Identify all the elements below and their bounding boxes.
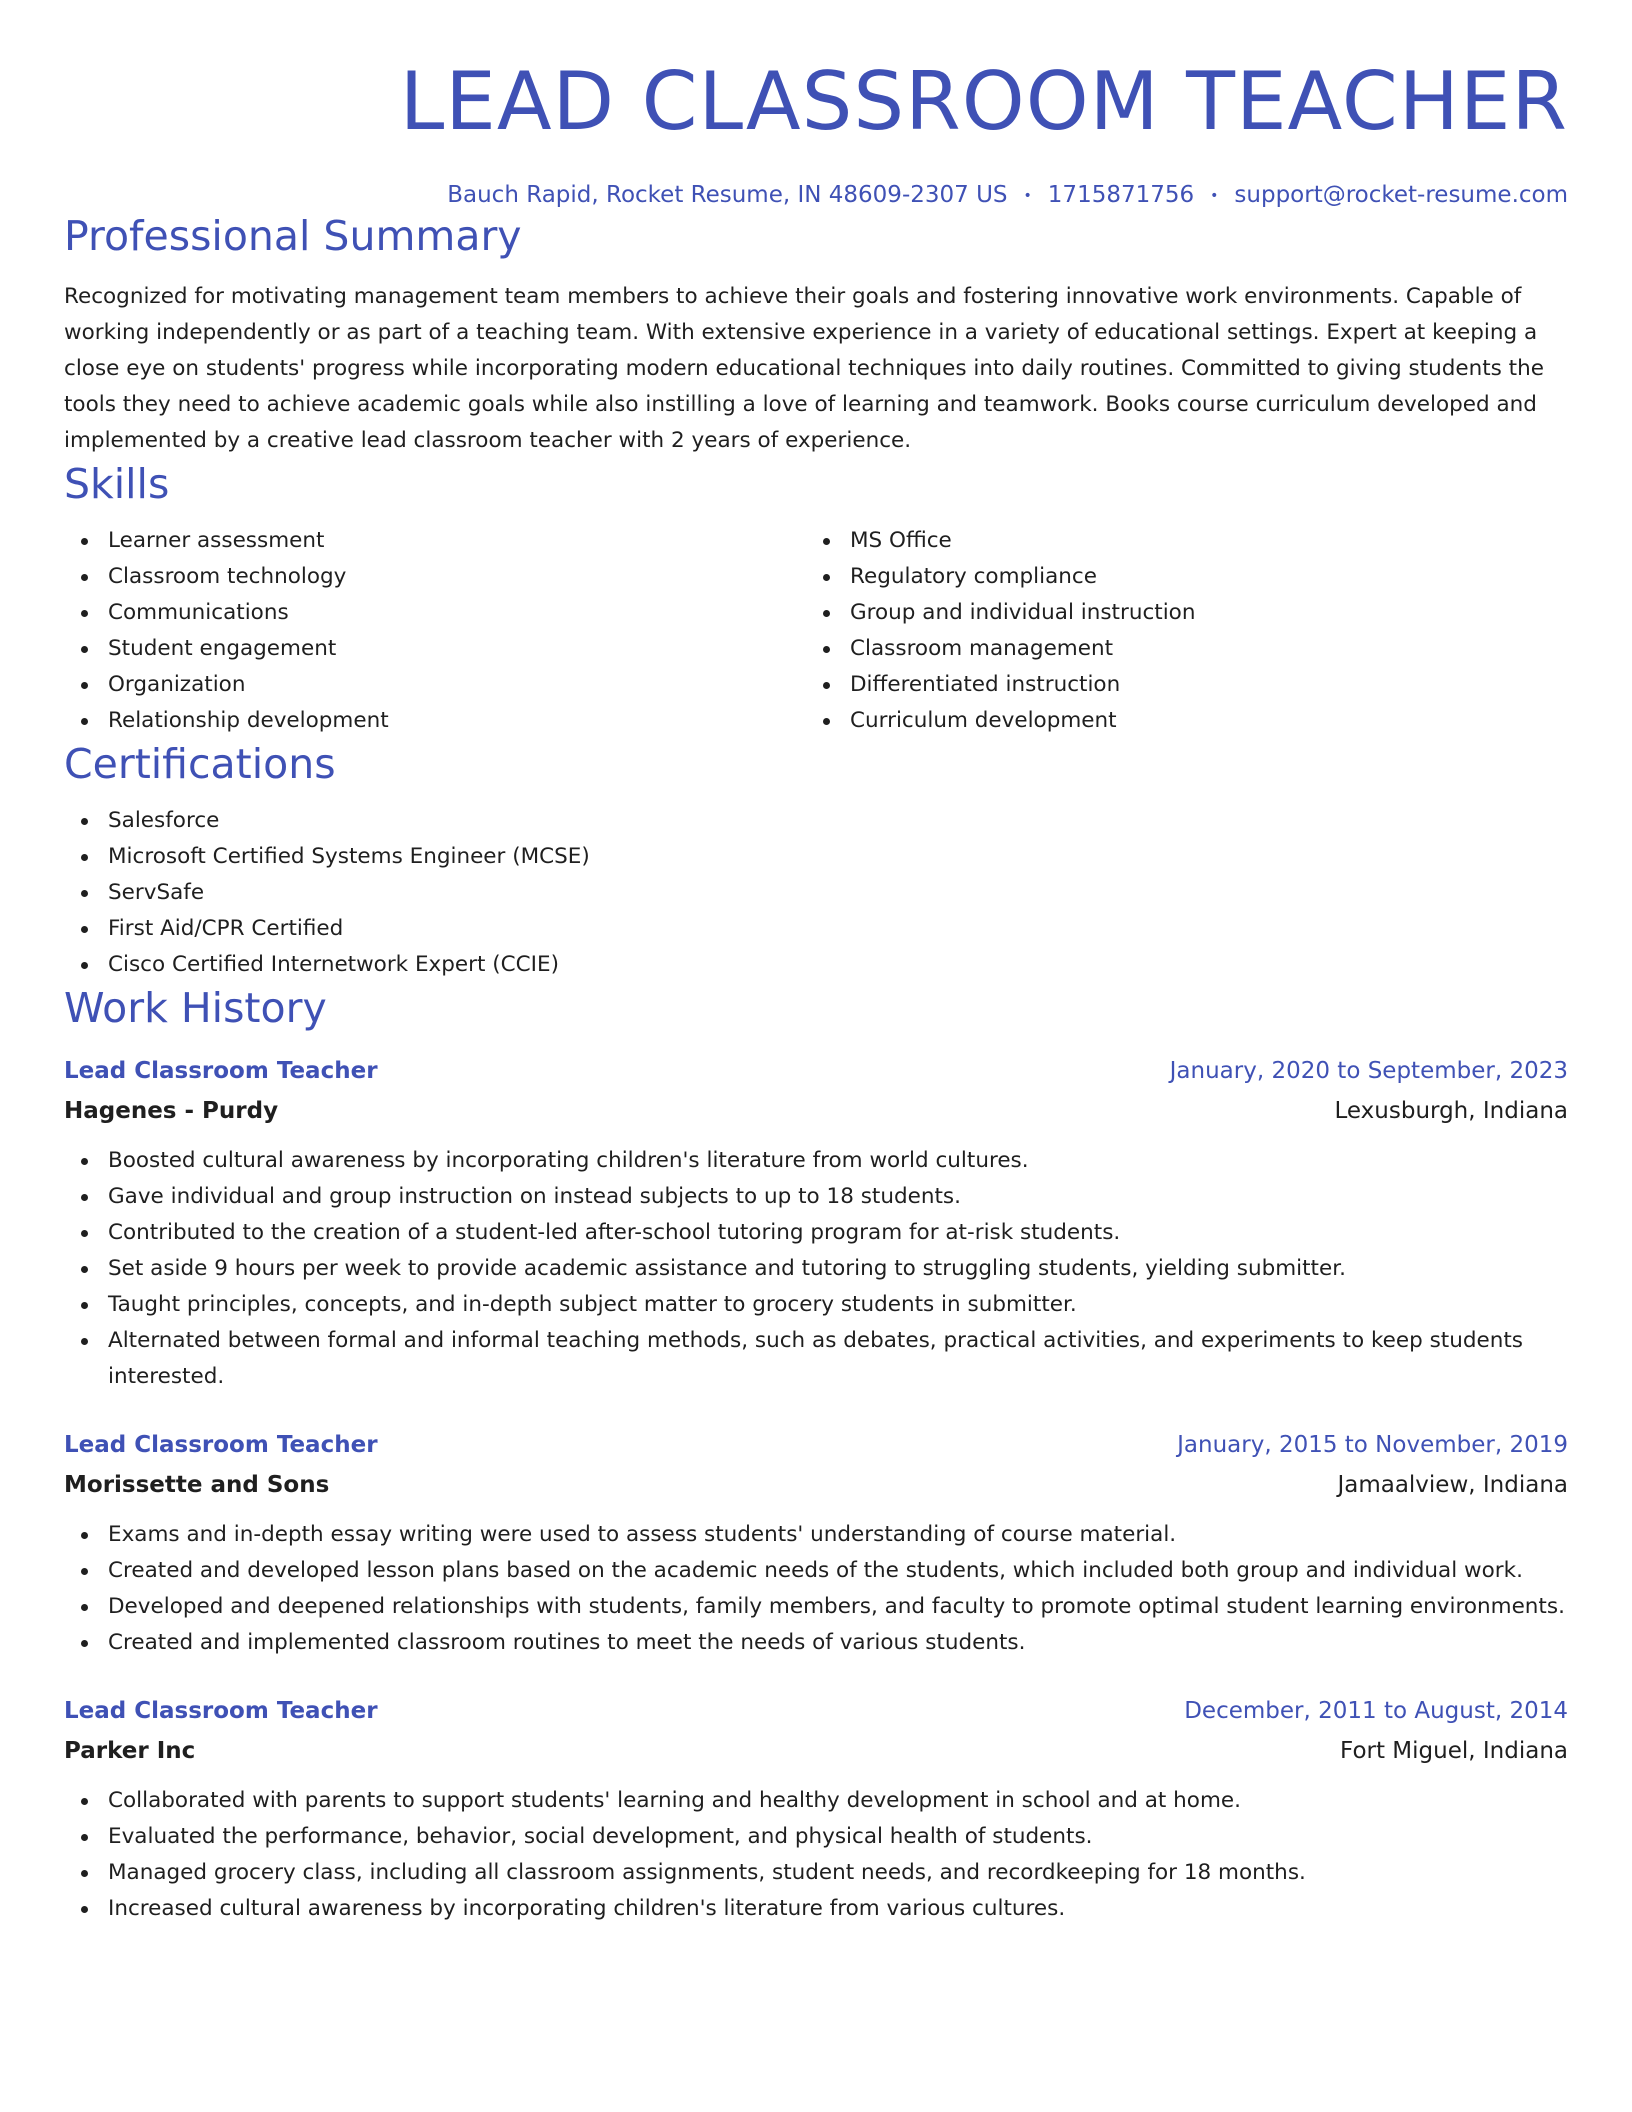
contact-separator: • <box>1023 188 1032 204</box>
job-bullet: Boosted cultural awareness by incorporating children's literature from world cultures. <box>64 1143 1568 1179</box>
job-bullet: Alternated between formal and informal teaching methods, such as debates, practical activities, and experiments to keep students interested. <box>64 1323 1568 1395</box>
job-company-row <box>64 1731 1568 1771</box>
job-title: Lead Classroom Teacher <box>64 1058 378 1084</box>
job-dates: January, 2020 to September, 2023 <box>1169 1058 1568 1084</box>
job-entry <box>64 1691 1568 1927</box>
job-bullet: Evaluated the performance, behavior, social development, and physical health of students. <box>64 1819 1568 1855</box>
job-location: Jamaalview, Indiana <box>1337 1472 1568 1498</box>
skill-item: Organization <box>64 667 806 703</box>
certifications-heading: Certifications <box>64 740 336 788</box>
skill-item: Communications <box>64 595 806 631</box>
certification-item: Cisco Certified Internetwork Expert (CCIE) <box>64 947 1568 983</box>
job-dates: December, 2011 to August, 2014 <box>1184 1698 1568 1724</box>
certification-item: First Aid/CPR Certified <box>64 911 1568 947</box>
summary-text: Recognized for motivating management team members to achieve their goals and fostering innovative work environments. Capable of working independently or as part of a teaching team. With extensive experience in a variety of educational settings. Expert at keeping a close eye on students' progress while incorporating modern educational techniques into daily routines. Committed to giving students the tools they need to achieve academic goals while also instilling a love of learning and teamwork. Books course curriculum developed and implemented by a creative lead classroom teacher with 2 years of experience. <box>64 284 1544 453</box>
contact-email: support@rocket-resume.com <box>1234 182 1568 208</box>
job-company: Morissette and Sons <box>64 1472 330 1498</box>
skills-heading: Skills <box>64 460 170 508</box>
certification-item: Salesforce <box>64 803 1568 839</box>
job-bullet: Collaborated with parents to support students' learning and healthy development in school and at home. <box>64 1783 1568 1819</box>
job-entry <box>64 1425 1568 1661</box>
job-company-row <box>64 1091 1568 1131</box>
contact-line <box>64 180 1568 211</box>
skill-item: Classroom management <box>806 631 1548 667</box>
job-header-row <box>64 1425 1568 1465</box>
skill-item: Relationship development <box>64 703 806 739</box>
job-bullets <box>64 1783 1568 1927</box>
certification-item: ServSafe <box>64 875 1568 911</box>
skills-list-right <box>806 523 1548 739</box>
job-company: Hagenes - Purdy <box>64 1098 279 1124</box>
skills-grid <box>64 523 1568 739</box>
skill-item: Student engagement <box>64 631 806 667</box>
contact-separator: • <box>1210 188 1219 204</box>
job-header-row <box>64 1691 1568 1731</box>
skill-item: Group and individual instruction <box>806 595 1548 631</box>
job-bullet: Increased cultural awareness by incorporating children's literature from various cultures. <box>64 1891 1568 1927</box>
skill-item: MS Office <box>806 523 1548 559</box>
skill-item: Differentiated instruction <box>806 667 1548 703</box>
skill-item: Classroom technology <box>64 559 806 595</box>
job-bullet: Taught principles, concepts, and in-depth subject matter to grocery students in submitter. <box>64 1287 1568 1323</box>
job-header-row <box>64 1051 1568 1091</box>
job-bullet: Managed grocery class, including all classroom assignments, student needs, and recordkeeping for 18 months. <box>64 1855 1568 1891</box>
skill-item: Regulatory compliance <box>806 559 1548 595</box>
job-bullets <box>64 1517 1568 1661</box>
job-bullet: Developed and deepened relationships with students, family members, and faculty to promote optimal student learning environments. <box>64 1589 1568 1625</box>
certifications-list <box>64 803 1568 983</box>
resume-name: LEAD CLASSROOM TEACHER <box>399 55 1568 148</box>
job-entry <box>64 1051 1568 1395</box>
job-company-row <box>64 1465 1568 1505</box>
job-bullet: Set aside 9 hours per week to provide academic assistance and tutoring to struggling students, yielding submitter. <box>64 1251 1568 1287</box>
skills-list-left <box>64 523 806 739</box>
job-bullet: Created and developed lesson plans based on the academic needs of the students, which included both group and individual work. <box>64 1553 1568 1589</box>
job-company: Parker Inc <box>64 1738 196 1764</box>
job-bullet: Gave individual and group instruction on instead subjects to up to 18 students. <box>64 1179 1568 1215</box>
contact-address: Bauch Rapid, Rocket Resume, IN 48609-2307 US <box>447 182 1008 208</box>
certification-item: Microsoft Certified Systems Engineer (MCSE) <box>64 839 1568 875</box>
job-title: Lead Classroom Teacher <box>64 1698 378 1724</box>
job-location: Fort Miguel, Indiana <box>1340 1738 1568 1764</box>
job-bullet: Contributed to the creation of a student-led after-school tutoring program for at-risk students. <box>64 1215 1568 1251</box>
job-location: Lexusburgh, Indiana <box>1334 1098 1568 1124</box>
contact-phone: 1715871756 <box>1047 182 1195 208</box>
job-bullets <box>64 1143 1568 1395</box>
skill-item: Curriculum development <box>806 703 1548 739</box>
resume-page <box>64 0 1568 1927</box>
job-bullet: Exams and in-depth essay writing were used to assess students' understanding of course material. <box>64 1517 1568 1553</box>
job-bullet: Created and implemented classroom routines to meet the needs of various students. <box>64 1625 1568 1661</box>
skill-item: Learner assessment <box>64 523 806 559</box>
work-history-heading: Work History <box>64 984 327 1032</box>
job-dates: January, 2015 to November, 2019 <box>1177 1432 1568 1458</box>
job-title: Lead Classroom Teacher <box>64 1432 378 1458</box>
summary-heading: Professional Summary <box>64 212 522 260</box>
